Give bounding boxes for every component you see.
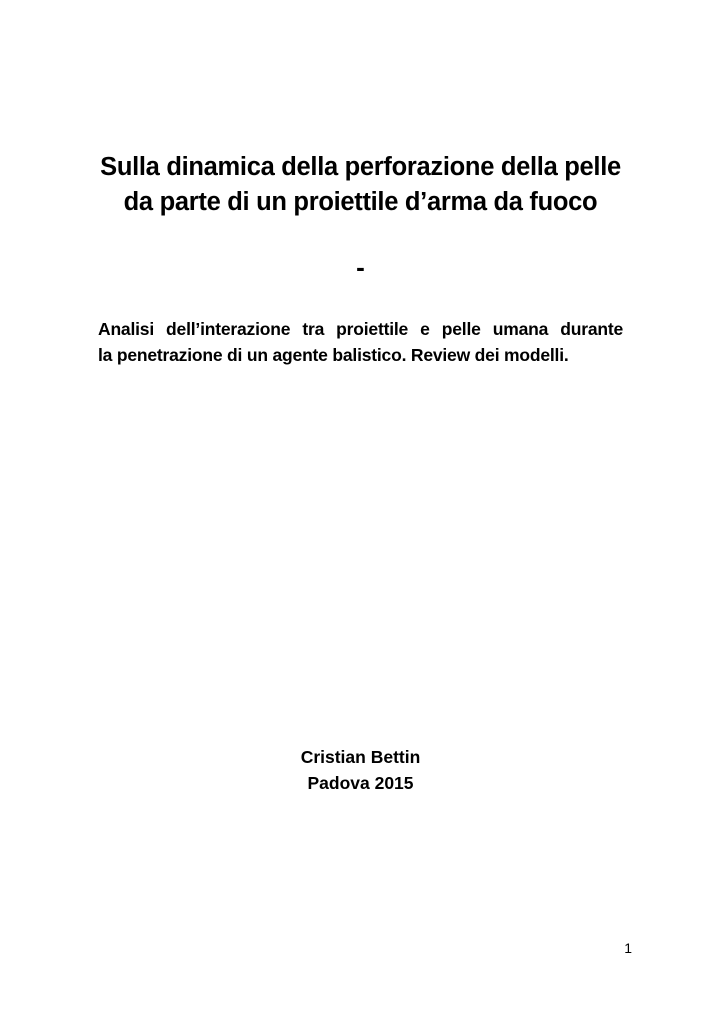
title-line-1: Sulla dinamica della perforazione della pelle [100,153,621,181]
document-subtitle [98,316,623,368]
place-year: Padova 2015 [307,773,414,793]
subtitle-line-2: la penetrazione di un agente balistico. Review dei modelli. [98,345,569,365]
page-number: 1 [624,940,632,956]
subtitle-line-1: Analisi dell’interazione tra proiettile e pelle umana durante [98,319,623,339]
document-title [60,150,661,220]
title-separator: - [356,252,365,282]
author-block [0,744,721,796]
title-line-2: da parte di un proiettile d’arma da fuoco [123,188,598,216]
author-name: Cristian Bettin [300,747,421,767]
